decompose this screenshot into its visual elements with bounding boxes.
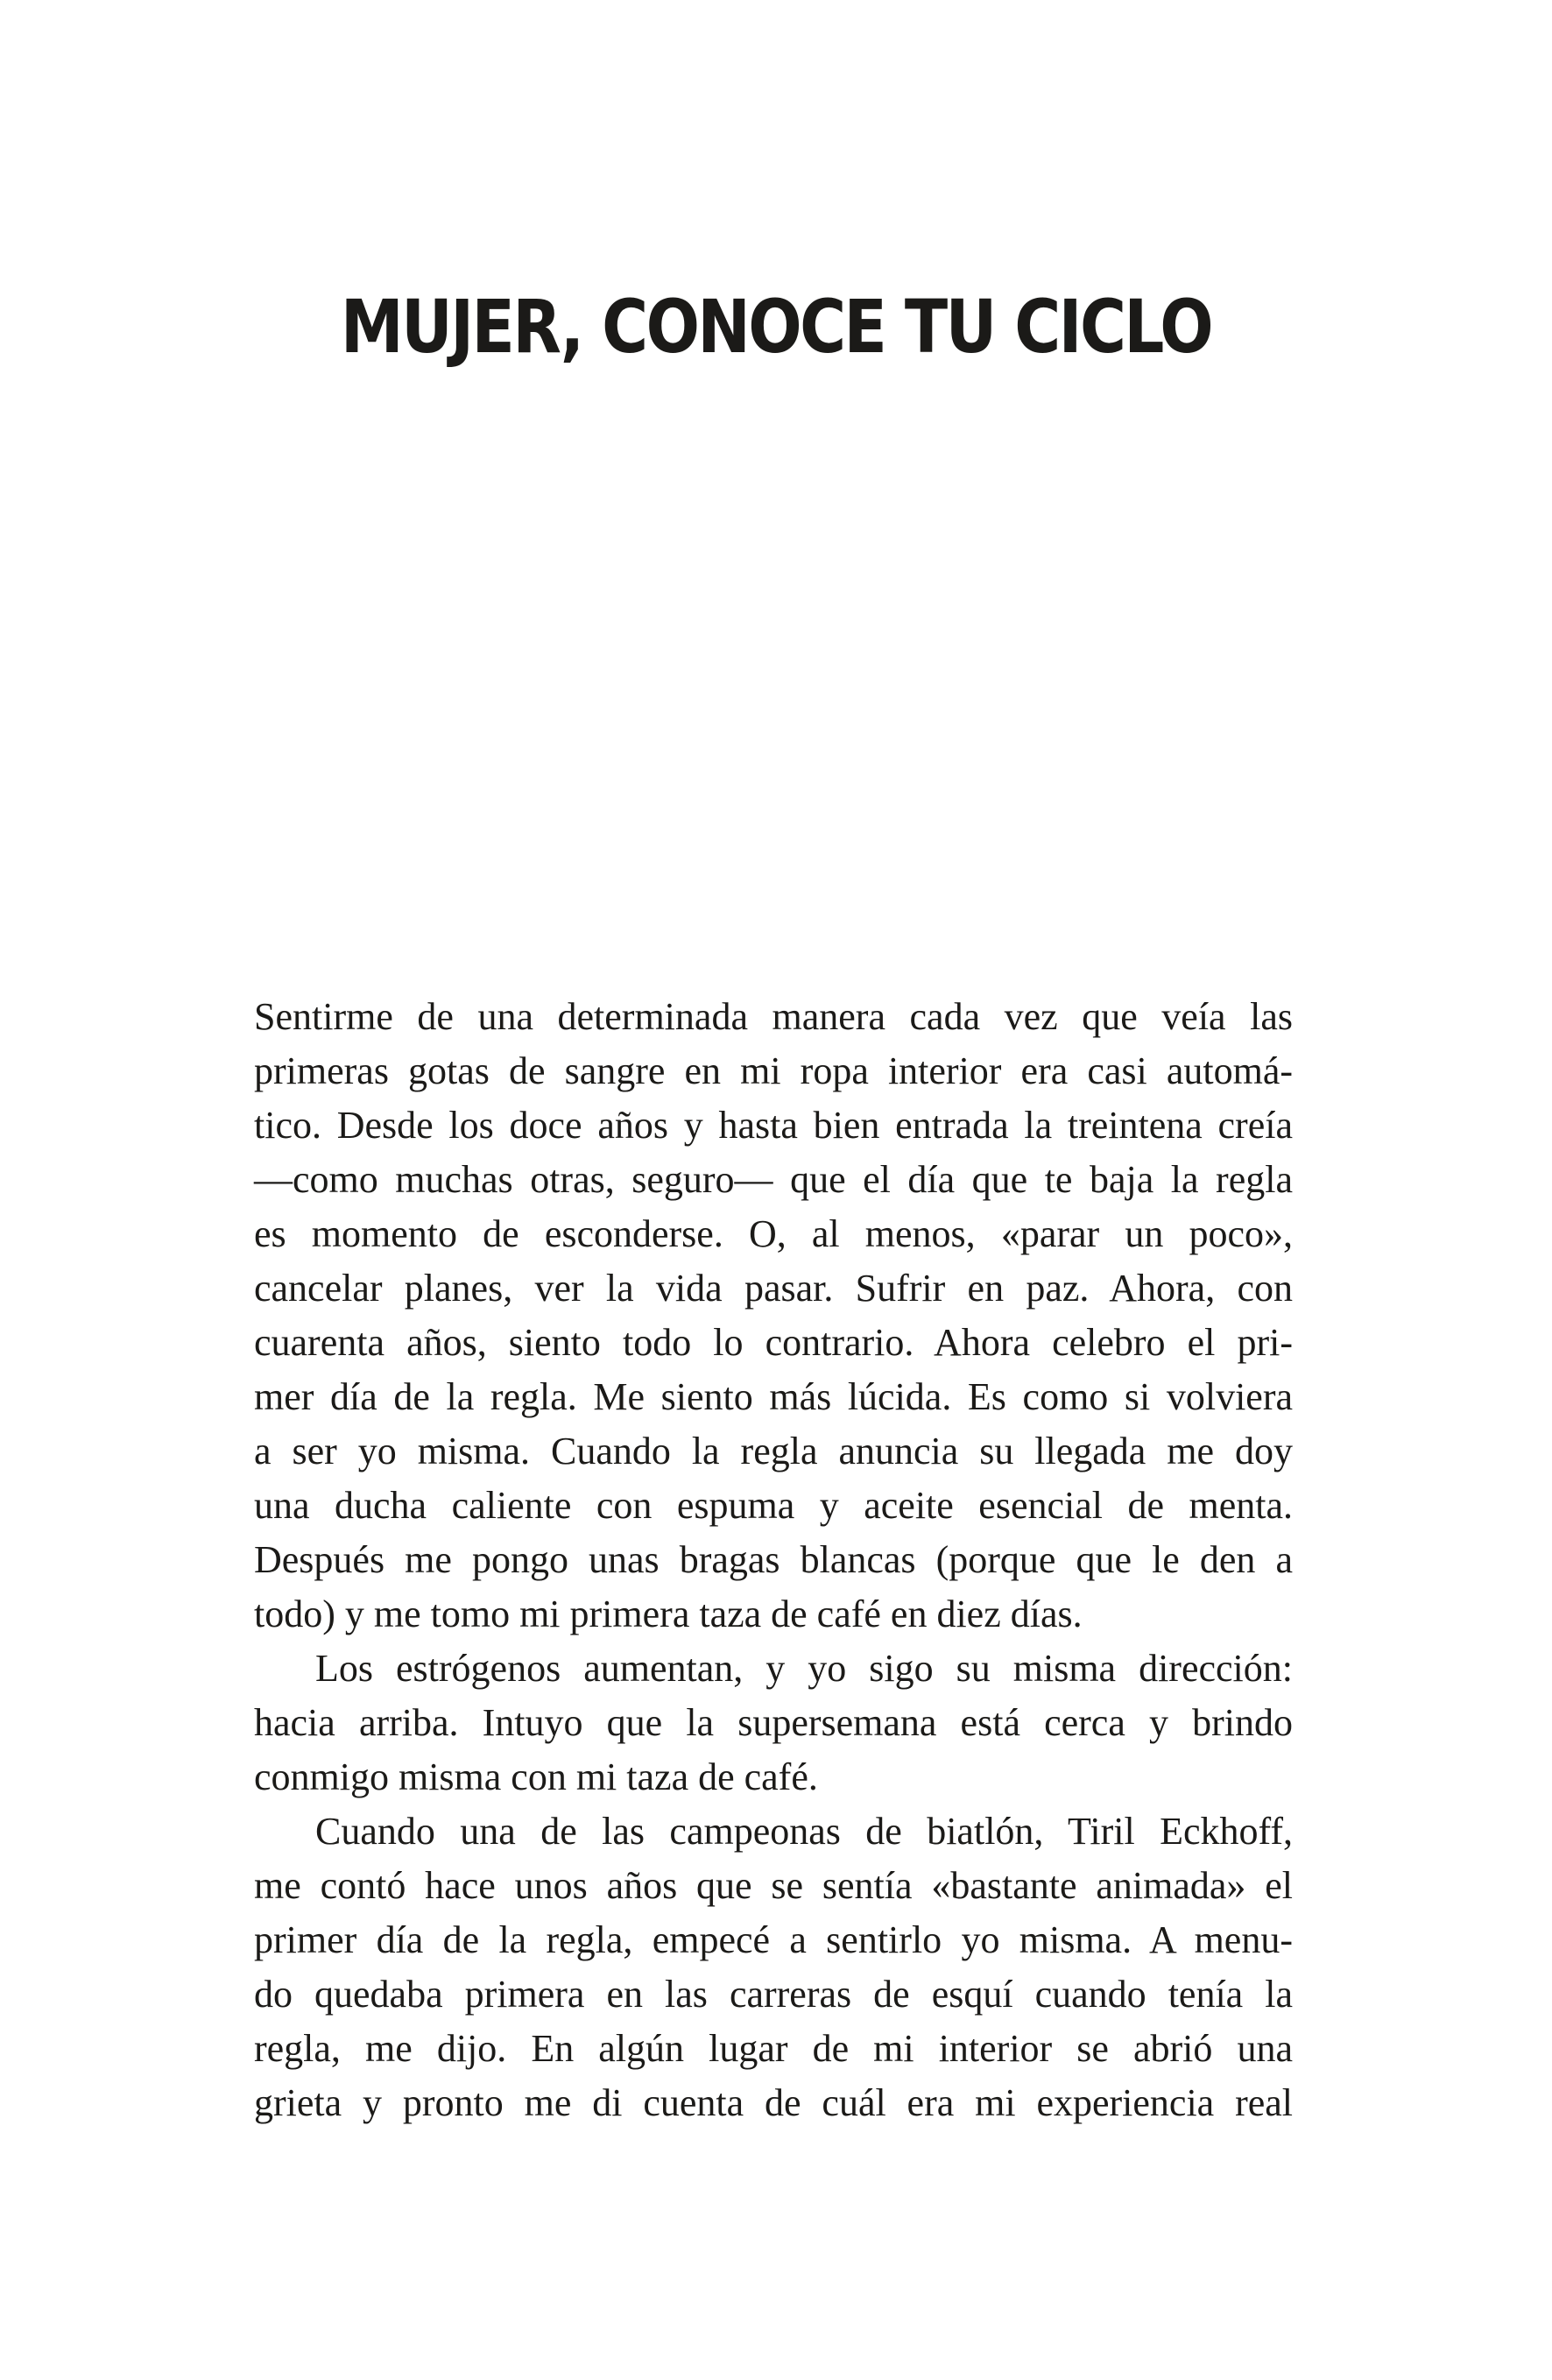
text-line: mer día de la regla. Me siento más lúcida. Es como si volviera	[254, 1375, 1293, 1418]
text-line: a ser yo misma. Cuando la regla anuncia su llegada me doy	[254, 1430, 1293, 1472]
text-line: primeras gotas de sangre en mi ropa interior era casi automá-	[254, 1049, 1293, 1092]
text-line: conmigo misma con mi taza de café.	[254, 1755, 818, 1798]
text-line: regla, me dijo. En algún lugar de mi interior se abrió una	[254, 2027, 1293, 2070]
text-line: una ducha caliente con espuma y aceite esencial de menta.	[254, 1484, 1293, 1527]
body-text	[254, 990, 1293, 2130]
text-line: Los estrógenos aumentan, y yo sigo su misma dirección:	[315, 1647, 1293, 1690]
text-line: Cuando una de las campeonas de biatlón, Tiril Eckhoff,	[315, 1810, 1293, 1853]
text-line: primer día de la regla, empecé a sentirlo yo misma. A menu-	[254, 1918, 1293, 1961]
text-line: hacia arriba. Intuyo que la supersemana está cerca y brindo	[254, 1701, 1293, 1744]
chapter-title: MUJER, CONOCE TU CICLO	[340, 284, 1212, 370]
text-line: —como muchas otras, seguro— que el día que te baja la regla	[254, 1158, 1293, 1201]
text-line: es momento de esconderse. O, al menos, «parar un poco»,	[254, 1212, 1293, 1255]
text-line: todo) y me tomo mi primera taza de café en diez días.	[254, 1593, 1083, 1635]
text-line: me contó hace unos años que se sentía «bastante animada» el	[254, 1864, 1293, 1907]
text-line: grieta y pronto me di cuenta de cuál era mi experiencia real	[254, 2081, 1293, 2124]
text-line: cancelar planes, ver la vida pasar. Sufrir en paz. Ahora, con	[254, 1267, 1293, 1310]
text-line: tico. Desde los doce años y hasta bien entrada la treintena creía	[254, 1104, 1293, 1147]
text-line: cuarenta años, siento todo lo contrario. Ahora celebro el pri-	[254, 1321, 1293, 1364]
text-line: Después me pongo unas bragas blancas (porque que le den a	[254, 1538, 1293, 1581]
text-line: do quedaba primera en las carreras de esquí cuando tenía la	[254, 1973, 1293, 2016]
text-line: Sentirme de una determinada manera cada vez que veía las	[254, 995, 1293, 1038]
